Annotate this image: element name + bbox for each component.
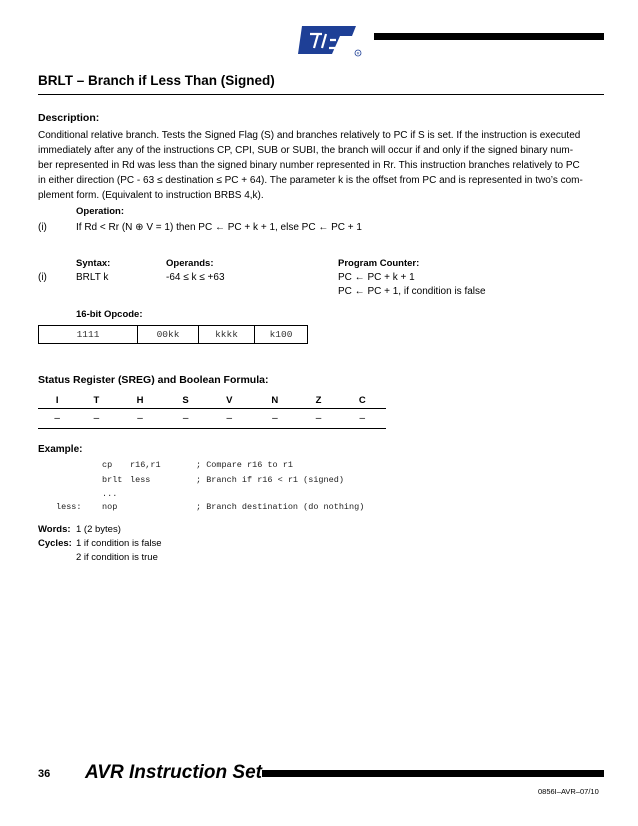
opcode-heading: 16-bit Opcode: (76, 309, 143, 320)
footer-doc-title: AVR Instruction Set (85, 762, 262, 783)
sreg-value: – (299, 409, 339, 429)
sreg-value: – (116, 409, 163, 429)
sreg-flag: C (358, 394, 366, 406)
sreg-flag: H (136, 394, 144, 406)
words-value: 1 (2 bytes) (76, 524, 121, 535)
program-counter-line-2: PC ← PC + 1, if condition is false (338, 286, 486, 297)
sreg-heading: Status Register (SREG) and Boolean Formula: (38, 374, 269, 386)
syntax-heading: Syntax: (76, 258, 111, 269)
description-line: immediately after any of the instructions CP, CPI, SUB or SUBI, the branch will occur if and only if the signed binary num- (38, 145, 574, 156)
opcode-cell: 1111 (39, 326, 138, 344)
cycles-value-2: 2 if condition is true (76, 552, 158, 563)
operation-heading: Operation: (76, 206, 125, 217)
cycles-value-1: 1 if condition is false (76, 538, 162, 549)
sreg-flag: T (93, 394, 100, 406)
sreg-flag: N (271, 394, 279, 406)
words-label: Words: (38, 524, 71, 535)
operands-value: -64 ≤ k ≤ +63 (166, 272, 225, 283)
sreg-value: – (164, 409, 208, 429)
sreg-flag: Z (315, 394, 322, 406)
code-label: less: (56, 502, 82, 512)
footer-doc-code: 0856I–AVR–07/10 (538, 787, 599, 796)
program-counter-line-1: PC ← PC + k + 1 (338, 272, 415, 283)
sreg-value: – (207, 409, 251, 429)
page-title: BRLT – Branch if Less Than (Signed) (38, 73, 275, 88)
sreg-flag: V (226, 394, 233, 406)
sreg-table (38, 392, 386, 429)
page-number: 36 (38, 768, 51, 780)
description-line: in either direction (PC - 63 ≤ destination ≤ PC + 64). The parameter k is the offset from PC and is represented in two’s com- (38, 175, 583, 186)
code-args: less (130, 475, 151, 485)
example-heading: Example: (38, 444, 83, 455)
description-line: plement form. (Equivalent to instruction BRBS 4,k). (38, 190, 264, 201)
program-counter-heading: Program Counter: (338, 258, 420, 269)
sreg-flag: S (182, 394, 189, 406)
opcode-cell: kkkk (199, 326, 255, 344)
description-line: Conditional relative branch. Tests the Signed Flag (S) and branches relatively to PC if S is set. If the instruction is executed (38, 130, 581, 141)
opcode-cell: k100 (255, 326, 308, 344)
atmel-logo (296, 22, 364, 58)
opcode-table (38, 325, 308, 344)
code-mnemonic: ... (102, 489, 118, 499)
opcode-cell: 00kk (138, 326, 199, 344)
svg-text:R: R (356, 50, 360, 56)
operation-text: If Rd < Rr (N ⊕ V = 1) then PC ← PC + k + 1, else PC ← PC + 1 (76, 222, 362, 233)
syntax-value: BRLT k (76, 272, 109, 283)
footer-bar (262, 770, 604, 777)
sreg-value: – (339, 409, 386, 429)
code-mnemonic: nop (102, 502, 118, 512)
operation-index: (i) (38, 222, 47, 233)
description-line: ber represented in Rd was less than the signed binary number represented in Rr. This instruction branches relatively to PC (38, 160, 580, 171)
sreg-flag: I (55, 394, 59, 406)
sreg-value: – (76, 409, 116, 429)
code-comment: ; Branch destination (do nothing) (196, 502, 365, 512)
syntax-index: (i) (38, 272, 47, 283)
cycles-label: Cycles: (38, 538, 72, 549)
operands-heading: Operands: (166, 258, 214, 269)
code-comment: ; Compare r16 to r1 (196, 460, 293, 470)
code-mnemonic: brlt (102, 475, 123, 485)
title-rule (38, 94, 604, 95)
description-heading: Description: (38, 112, 100, 124)
code-args: r16,r1 (130, 460, 161, 470)
header-bar (374, 33, 604, 40)
code-mnemonic: cp (102, 460, 113, 470)
sreg-value: – (38, 409, 76, 429)
description-text (38, 128, 604, 203)
sreg-value: – (251, 409, 298, 429)
code-comment: ; Branch if r16 < r1 (signed) (196, 475, 344, 485)
